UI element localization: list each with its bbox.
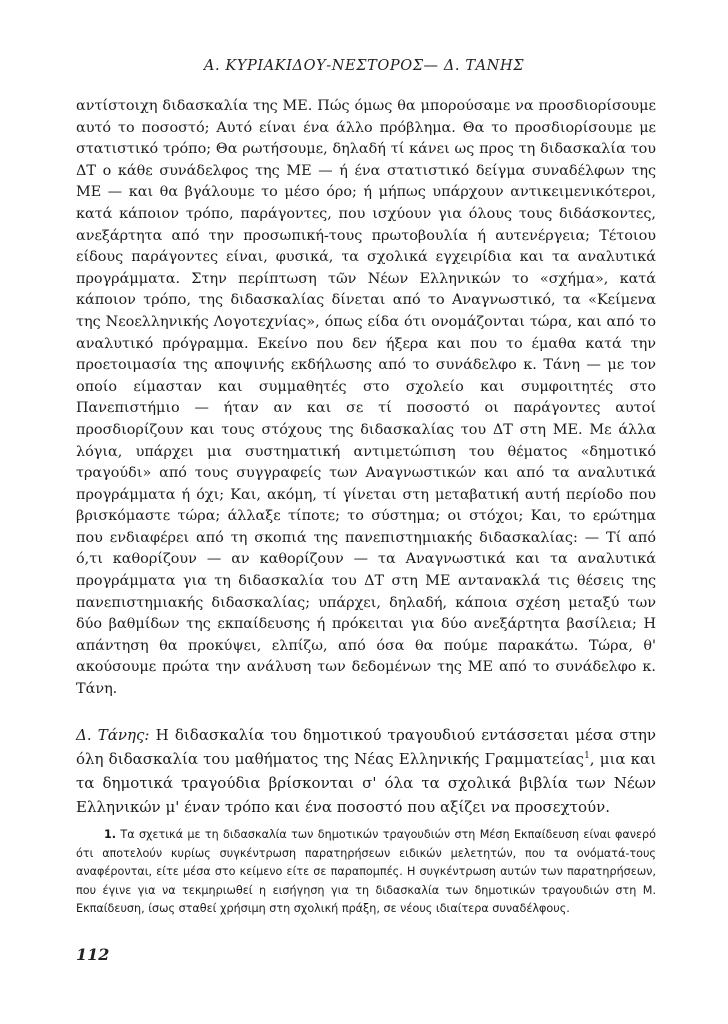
paragraph-2-text: Η διδασκαλία του δημοτικού τραγουδιού εντάσσεται μέσα στην όλη διδασκαλία του μαθήματος της Νέας Ελληνικής Γραμματείας — [76, 725, 656, 768]
footnote-reference[interactable]: 1 — [584, 750, 590, 761]
main-text — [76, 96, 656, 819]
footnote-text: Τα σχετικά με τη διδασκαλία των δημοτικών τραγουδιών στη Μέση Εκπαίδευση είναι φανερό ότι αποτελούν κυρίως συγκέντρωση παρατηρήσεων ειδικών μελετητών, που τα ονόματά-τους αναφέρονται, είτε μέσα στο κείμενο είτε σε παραπομπές. Η συγκέντρωση αυτών των παρατηρήσεων, που έγινε για να τεκμηριωθεί η εισήγηση για τη διδασκαλία των δημοτικών τραγουδιών στη Μ. Εκπαίδευση, ίσως σταθεί χρήσιμη στη σχολική πράξη, σε νέους ιδιαίτερα συναδέλφους. — [76, 828, 656, 915]
footnote-number: 1. — [104, 828, 117, 841]
paragraph-1: αντίστοιχη διδασκαλία της ΜΕ. Πώς όμως θα μπορούσαμε να προσδιορίσουμε αυτό το ποσοστό; Αυτό είναι ένα άλλο πρόβλημα. Θα το προσδιορίσουμε με στατιστικό τρόπο; Θα ρωτήσουμε, δηλαδή τί κάνει ως προς τη διδασκαλία του ΔΤ ο κάθε συνάδελφος της ΜΕ — ή ένα στατιστικό δείγμα συναδέλφων της ΜΕ — και θα βγάλουμε το μέσο όρο; ή μήπως υπάρχουν αντικειμενικότεροι, κατά κάποιον τρόπο, παράγοντες, που ισχύουν για όλους τους διδάσκοντες, ανεξάρτητα από την προσωπική-τους πρωτοβουλία ή αυτενέργεια; Τέτοιου είδους παράγοντες είναι, φυσικά, τα σχολικά εγχειρίδια και τα αναλυτικά προγράμματα. Στην περίπτωση τῶν Νέων Ελληνικών το «σχήμα», κατά κάποιον τρόπο, της διδασκαλίας δίνεται από το Αναγνωστικό, τα «Κείμενα της Νεοελληνικής Λογοτεχνίας», όπως είδα ότι ονομάζονται τώρα, και από το αναλυτικό πρόγραμμα. Εκείνο που δεν ήξερα και που το έμαθα κατά την προετοιμασία της αποψινής εκδήλωσης από το συνάδελφο κ. Τάνη — με τον οποίο είμασταν και συμμαθητές στο σχολείο και συμφοιτητές στο Πανεπιστήμιο — ήταν αν και σε τί ποσοστό οι παράγοντες αυτοί προσδιορίζουν και τους στόχους της διδασκαλίας του ΔΤ στη ΜΕ. Με άλλα λόγια, υπάρχει μια συστηματική αντιμετώπιση του θέματος «δημοτικό τραγούδι» από τους συγγραφείς των Αναγνωστικών και από τα αναλυτικά προγράμματα ή όχι; Και, ακόμη, τί γίνεται στη μεταβατική αυτή περίοδο που βρισκόμαστε τώρα; άλλαξε τίποτε; το σύστημα; οι στόχοι; Και, το ερώτημα που ενδιαφέρει από τη σκοπιά της πανεπιστημιακής διδασκαλίας: — Τί από ό,τι καθορίζουν — αν καθορίζουν — τα Αναγνωστικά και τα αναλυτικά προγράμματα για τη διδασκαλία του ΔΤ στη ΜΕ αντανακλά τις θέσεις της πανεπιστημιακής διδασκαλίας; υπάρχει, δηλαδή, κάποια σχέση μεταξύ των δύο βαθμίδων της εκπαίδευσης ή πρόκειται για δύο ανεξάρτητα βασίλεια; Η απάντηση θα προκύψει, ελπίζω, από όσα θα πούμε παρακάτω. Τώρα, θ' ακούσουμε πρώτα την ανάλυση των δεδομένων της ΜΕ από το συνάδελφο κ. Τάνη. — [76, 98, 656, 698]
paragraph-2-continuation: , μια και τα δημοτικά τραγούδια βρίσκονται σ' όλα τα σχολικά βιβλία των Νέων Ελληνικών μ' έναν τρόπο και ένα ποσοστό που αξίζει να προσεχτούν. — [76, 749, 656, 816]
speaker-label: Δ. Τάνης: — [76, 725, 150, 744]
paragraph-2 — [76, 723, 656, 819]
running-header: Α. ΚΥΡΙΑΚΙΔΟΥ-ΝΕΣΤΟΡΟΣ— Δ. ΤΑΝΗΣ — [203, 58, 525, 74]
page-number: 112 — [76, 945, 110, 964]
footnote — [76, 826, 656, 919]
